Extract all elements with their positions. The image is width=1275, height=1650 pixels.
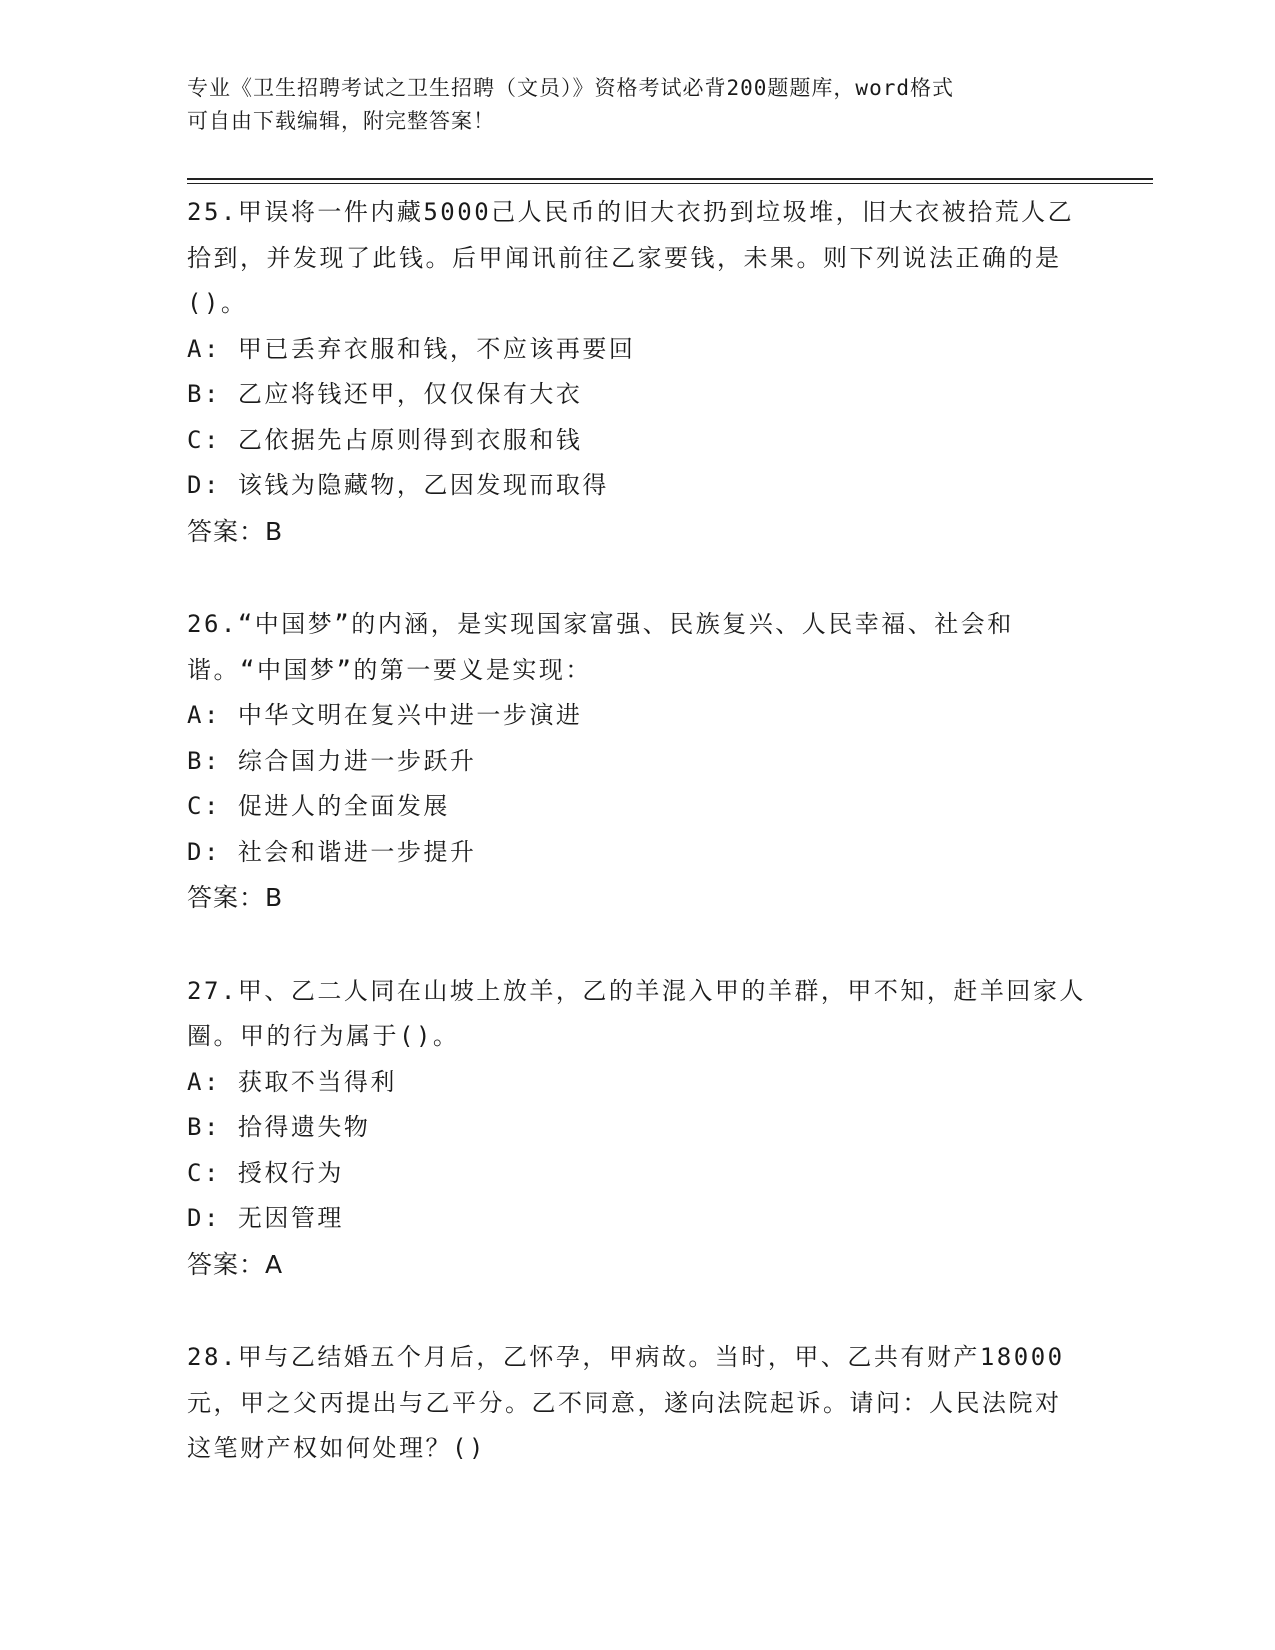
option-b: B: 乙应将钱还甲，仅仅保有大衣 <box>187 380 583 408</box>
question-stem: 25.甲误将一件内藏5000己人民币的旧大衣扔到垃圾堆，旧大衣被拾荒人乙拾到，并发现了此钱。后甲闻讯前往乙家要钱，未果。则下列说法正确的是()。 <box>187 198 1075 317</box>
question-spacer <box>187 554 1087 602</box>
option-c: C: 促进人的全面发展 <box>187 792 450 820</box>
header-line-1: 专业《卫生招聘考试之卫生招聘（文员）》资格考试必背200题题库，word格式 <box>187 76 954 100</box>
option-c: C: 乙依据先占原则得到衣服和钱 <box>187 425 583 454</box>
option-d: D: 该钱为隐藏物，乙因发现而取得 <box>187 471 609 499</box>
answer-line: 答案：B <box>187 516 284 546</box>
option-a: A: 获取不当得利 <box>187 1067 397 1096</box>
header-rule-thick <box>187 178 1153 180</box>
document-header <box>187 72 1087 138</box>
question-stem: 26.“中国梦”的内涵，是实现国家富强、民族复兴、人民幸福、社会和谐。“中国梦”的第一要义是实现： <box>187 610 1014 684</box>
answer-line: 答案：A <box>187 1249 284 1279</box>
option-a: A: 甲已丢弃衣服和钱，不应该再要回 <box>187 334 636 363</box>
question-stem: 28.甲与乙结婚五个月后，乙怀孕，甲病故。当时，甲、乙共有财产18000元，甲之父丙提出与乙平分。乙不同意，遂向法院起诉。请问：人民法院对这笔财产权如何处理？() <box>187 1343 1065 1462</box>
header-rule-thin <box>187 183 1153 184</box>
question-list <box>187 190 1087 1472</box>
question-spacer <box>187 1287 1087 1335</box>
option-d: D: 社会和谐进一步提升 <box>187 837 477 866</box>
question-stem: 27.甲、乙二人同在山坡上放羊，乙的羊混入甲的羊群，甲不知，赶羊回家人圈。甲的行为属于()。 <box>187 976 1086 1050</box>
option-d: D: 无因管理 <box>187 1204 344 1232</box>
question-26 <box>187 602 1087 921</box>
option-b: B: 拾得遗失物 <box>187 1113 371 1141</box>
question-25 <box>187 190 1087 554</box>
option-a: A: 中华文明在复兴中进一步演进 <box>187 701 583 729</box>
question-27 <box>187 969 1087 1288</box>
option-b: B: 综合国力进一步跃升 <box>187 746 477 775</box>
answer-line: 答案：B <box>187 883 284 912</box>
option-c: C: 授权行为 <box>187 1158 344 1187</box>
question-28 <box>187 1335 1087 1472</box>
question-spacer <box>187 921 1087 969</box>
header-line-2: 可自由下载编辑，附完整答案！ <box>187 109 495 133</box>
